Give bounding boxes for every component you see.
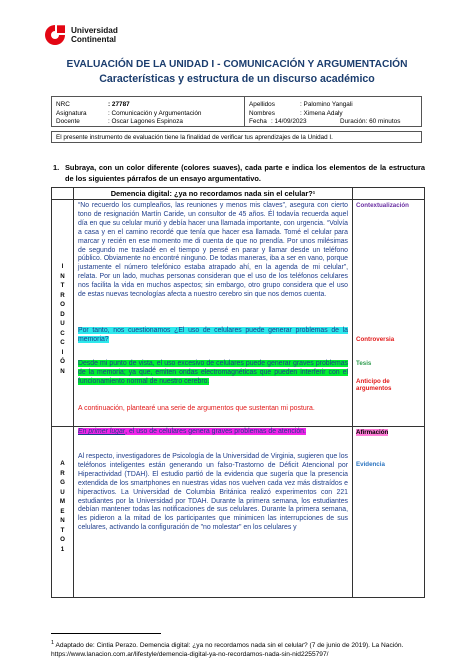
logo-text [71,26,118,44]
apellidos-value: : Palomino Yangali [300,101,353,108]
footnote-marker: 1 [51,640,55,646]
tag-affirmation: Afirmación [356,429,389,436]
argument-evidence: Al respecto, investigadores de Psicología de la Universidad de Virginia, sugieren que los teléfonos inteligentes están generando un falso-Trastorno de Déficit Atencional por Hiperactividad (TDAH). El estudio partió de la evidencia que sugería que la presencia extendida de los smartphones en nuestras vidas nos vuelven cada vez más distraídos e hiperactivos. La Universidad de Columbia Británica realizó experimentos con 221 estudiantes por la Universidad por TDAH. Durante la primera semana, los estudiantes debían mantener todas las notificaciones de sus celulares. Durante la primera semana, les pidieron a la mitad de los participantes que minimicen las interrupciones de sus celulares, activando la configuración de "no molestar" en los celulares y [78,453,348,532]
asignatura-value: : Comunicación y Argumentación [108,110,202,117]
argument-affirmation-lead: En primer lugar [78,428,126,435]
logo-line-2: Continental [71,35,117,44]
nombres-label: Nombres [249,110,275,117]
asignatura-label: Asignatura [56,110,87,117]
intro-content [74,200,353,427]
intro-contextualization: “No recuerdo los cumpleaños, las reuniones y menos mis claves”, asegura con cierto tono de resignación Martín Caride, un consultor de 45 años. Él todavía recuerda aquel día en que su celular murió y debía hacer una llamada importante, con urgencia. “Volvía a casa y en el camino recordé que tenía que hacer esa llamada. Tomé el celular para marcar y recién en ese momento me di cuenta de que no prendía. Por unos milésimas de segundo me trasladé en el tiempo y pensé en parar y llamar desde un teléfono público. Obviamente no encontré ninguno. De todas maneras, iba a ser en vano, porque justamente el número telefónico estaba atrapado ahí, en la agenda de mi celular”, relata. Por un lado, muchas personas consideran que el uso de los teléfonos celulares nos facilita la vida en muchos aspectos; sin embargo, otro grupo considera que el uso de estas nuevas tecnologías afecta a nuestro cerebro sin que nos demos cuenta. [78,202,348,299]
page-subtitle: Características y estructura de un discurso académico [99,73,375,85]
footnote-text: Adaptado de: Cintia Perazo. Demencia digital: ¿ya no recordamos nada sin el celular? (7 de junio de 2019). La Nación. https://www.lanacion.com.ar/lifestyle/demencia-digital-ya-no-recordamos-nada-sin-nid2255797/ [51,642,404,659]
logo-line-1: Universidad [71,26,118,35]
argument-section-label [52,427,74,598]
info-divider [244,97,245,126]
logo-mark-icon [44,24,66,46]
footnote [51,639,431,659]
intro-anticipation: A continuación, plantearé una serie de argumentos que sustentan mi postura. [78,405,315,412]
student-info-box [51,96,422,127]
page-title: EVALUACIÓN DE LA UNIDAD I - COMUNICACIÓN Y ARGUMENTACIÓN [66,59,408,70]
intro-tags [353,200,425,427]
apellidos-label: Apellidos [249,101,275,108]
argument-affirmation-rest: , el uso de celulares genera graves problemas de atención. [125,428,306,435]
intro-controversy: Por tanto, nos cuestionamos ¿El uso de celulares puede generar problemas de la memoria? [78,327,348,343]
argument-label-text: ARGUMENTO 1 [59,460,66,553]
fecha-value: : 14/09/2023 [271,118,307,125]
tag-anticipation: Anticipo de argumentos [356,378,392,392]
university-logo [44,24,118,46]
purpose-statement: El presente instrumento de evaluación tiene la finalidad de verificar tus aprendizajes de la Unidad I. [51,131,422,143]
argument-affirmation-block [74,427,352,451]
intro-thesis-block [74,360,352,404]
tag-affirmation-cell [353,427,424,451]
nrc-label: NRC [56,101,70,108]
argument-content [74,427,353,598]
argument-tags [353,427,425,598]
docente-label: Docente [56,118,80,125]
question-number: 1. [53,163,60,172]
tag-controversy: Controversia [356,336,395,343]
tag-evidence: Evidencia [356,461,385,468]
duracion-label: Duración: 60 minutos [340,118,401,125]
tag-contextualization: Contextualización [356,202,409,209]
argument-affirmation [78,428,306,435]
intro-section-label [52,200,74,427]
nrc-value: : 27787 [108,101,130,108]
intro-label-text: INTRODUCCIÓN [60,263,65,375]
question-text: Subraya, con un color diferente (colores suaves), cada parte e indica los elementos de la estructura de los siguientes párrafos de un ensayo argumentativo. [65,163,425,183]
footnote-rule [51,633,161,634]
essay-table [51,187,425,598]
intro-thesis: Desde mi punto de vista, el uso excesivo de celulares puede generar graves problemas de la memoria; ya que, emiten ondas electromagnéticas que pueden interferir con el funcionamiento normal de nuestro cerebro. [78,360,348,385]
docente-value: : Oscar Lagones Espinoza [108,118,183,125]
intro-controversy-block [74,326,352,360]
nombres-value: : Ximena Adaly [300,110,343,117]
tag-thesis: Tesis [356,360,372,367]
fecha-label: Fecha [249,118,267,125]
essay-heading: Demencia digital: ¿ya no recordamos nada sin el celular?¹ [74,188,353,200]
tag-controversy-cell [353,326,424,360]
